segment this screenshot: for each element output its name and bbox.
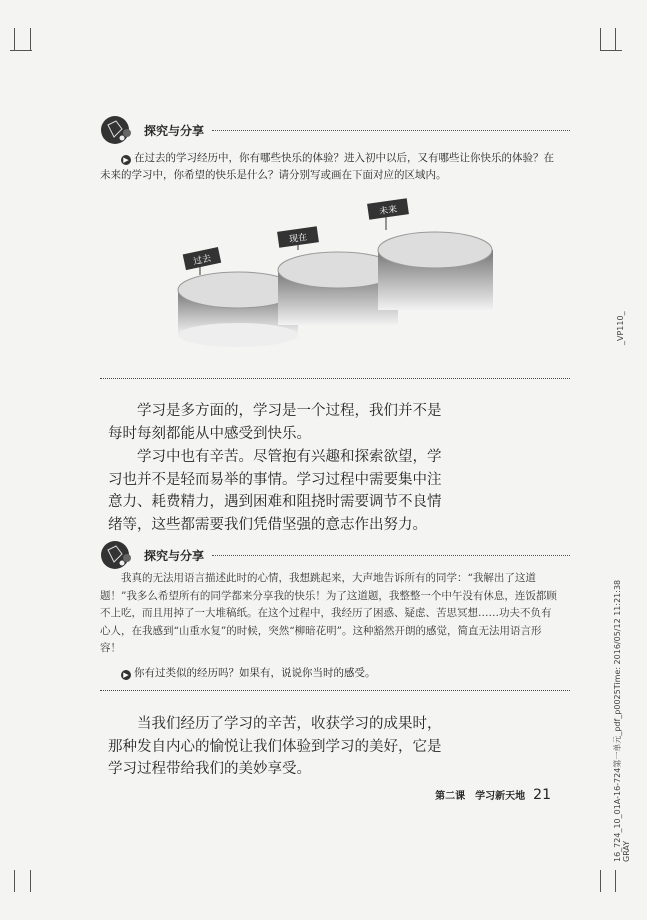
paragraph: 学习中也有辛苦。尽管抱有兴趣和探索欲望，学习也并不是轻而易举的事情。学习过程中需要集中注意力、耗费精力，遇到困难和阻挠时需要调节不良情绪等，这些都需要我们凭借坚强的意志作出努力。 xyxy=(108,449,442,533)
play-arrow-icon: ▶ xyxy=(121,155,131,165)
paragraph: 当我们经历了学习的辛苦，收获学习的成果时，那种发自内心的愉悦让我们体验到学习的美好，它是学习过程带给我们的美妙享受。 xyxy=(108,716,442,777)
sign-present: 现在 xyxy=(288,232,308,246)
section-title: 探究与分享 xyxy=(144,548,205,563)
explore-badge-icon xyxy=(100,115,136,145)
stepping-stones-illustration xyxy=(170,195,500,355)
play-arrow-icon: ▶ xyxy=(121,670,131,680)
gray-label: GRAY xyxy=(622,840,631,862)
dotted-divider xyxy=(100,690,570,691)
print-stamp: 16_724_10_01A-16-724第一单元_pdf_p0025Time: 2016/05/12 11:21:38 xyxy=(613,579,622,862)
section-header xyxy=(100,540,570,570)
section-title: 探究与分享 xyxy=(144,123,205,138)
lesson-title: 第二课 学习新天地 xyxy=(435,791,526,802)
question: ▶ 在过去的学习经历中，你有哪些快乐的体验？进入初中以后，又有哪些让你快乐的体验？在未来的学习中，你希望的快乐是什么？请分别写或画在下面对应的区域内。 xyxy=(100,152,554,181)
dotted-divider xyxy=(212,555,570,556)
dotted-divider xyxy=(100,378,570,379)
paragraph: 学习是多方面的，学习是一个过程，我们并不是每时每刻都能从中感受到快乐。 xyxy=(108,403,442,442)
side-code: _VP110_ xyxy=(616,311,625,345)
quote-text: 我真的无法用语言描述此时的心情，我想跳起来，大声地告诉所有的同学：“我解出了这道题！”我多么希望所有的同学都来分享我的快乐！为了这道题，我整整一个中午没有休息，连饭都顾不上吃，而且用掉了一大堆稿纸。在这个过程中，我经历了困惑、疑虑、苦思冥想……功夫不负有心人，在我感到“山重水复”的时候，突然“柳暗花明”。这种豁然开朗的感觉，简直无法用语言形容！ xyxy=(100,572,557,654)
question: ▶ 你有过类似的经历吗？如果有，说说你当时的感受。 xyxy=(100,665,560,682)
page-footer xyxy=(435,787,551,803)
dotted-divider xyxy=(212,130,570,131)
section-header xyxy=(100,115,570,145)
page-number: 21 xyxy=(533,787,551,803)
sign-past: 过去 xyxy=(192,253,213,268)
explore-badge-icon xyxy=(100,540,136,570)
sign-future: 未来 xyxy=(378,204,398,218)
